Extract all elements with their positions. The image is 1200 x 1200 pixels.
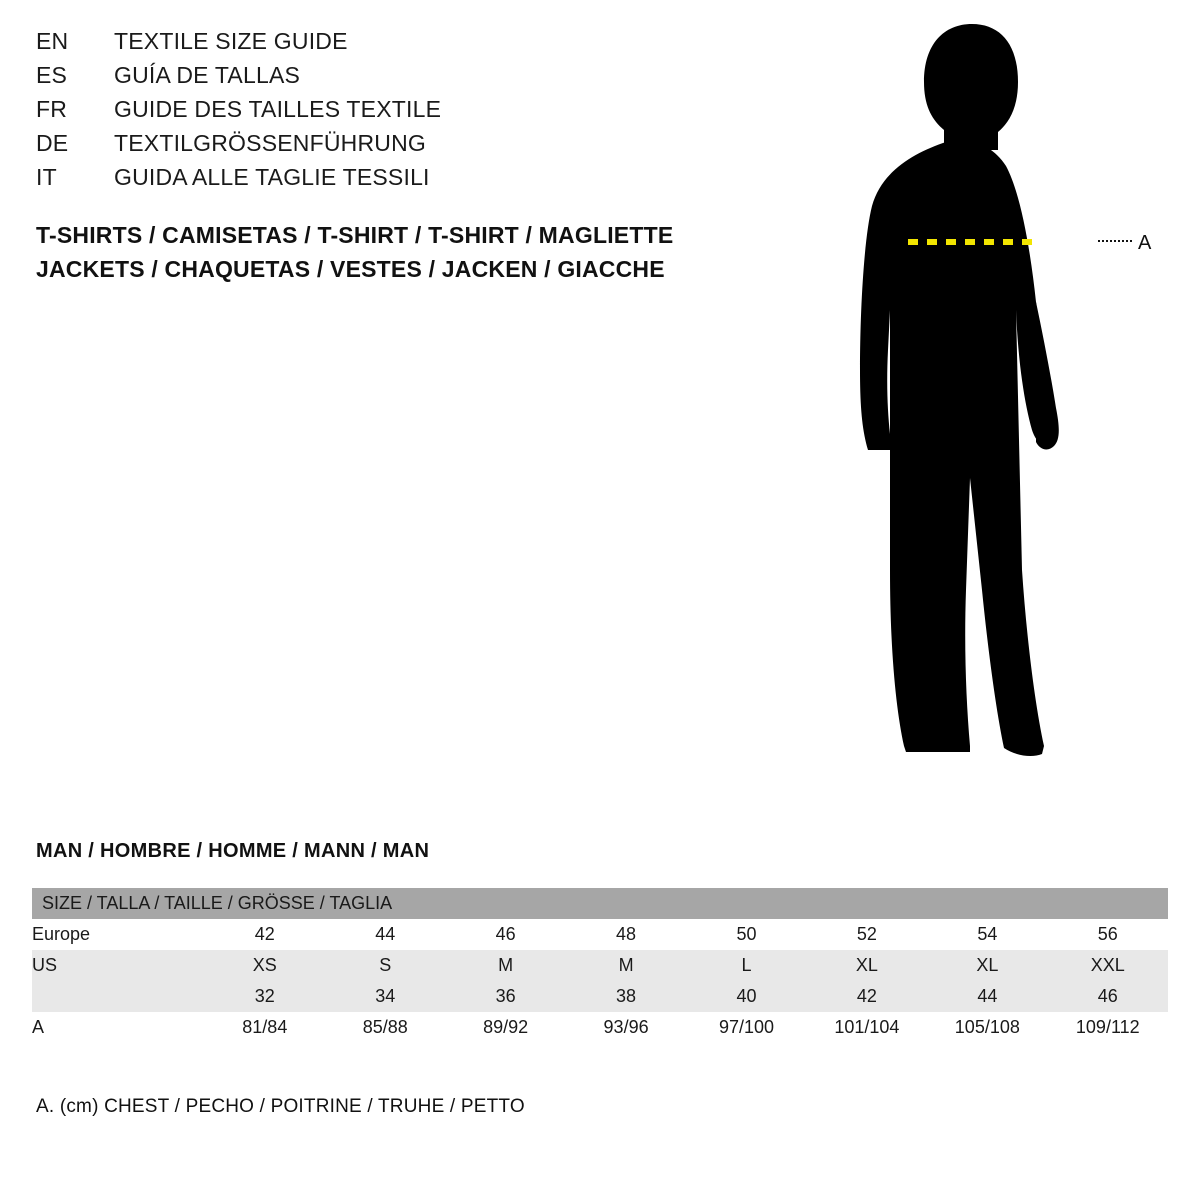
row-label: Europe (32, 919, 205, 950)
body-silhouette-figure (820, 10, 1180, 790)
size-table (32, 888, 1168, 1043)
table-cell: 38 (566, 981, 686, 1012)
language-row (36, 28, 736, 62)
row-label: US (32, 950, 205, 981)
row-label: A (32, 1012, 205, 1043)
table-cell: 34 (325, 981, 445, 1012)
language-code: ES (36, 62, 68, 88)
table-row (32, 950, 1168, 981)
table-cell: 42 (205, 919, 325, 950)
table-cell: XL (927, 950, 1047, 981)
table-cell: M (566, 950, 686, 981)
language-header-block (36, 28, 736, 198)
table-cell: 46 (445, 919, 565, 950)
table-cell: 109/112 (1048, 1012, 1168, 1043)
footnote-chest-measurement: A. (cm) CHEST / PECHO / POITRINE / TRUHE / PETTO (36, 1096, 525, 1117)
table-cell: S (325, 950, 445, 981)
language-code: DE (36, 130, 69, 156)
table-row (32, 981, 1168, 1012)
table-cell: 46 (1048, 981, 1168, 1012)
table-cell: 36 (445, 981, 565, 1012)
garment-category-jackets: JACKETS / CHAQUETAS / VESTES / JACKEN / GIACCHE (36, 256, 665, 282)
table-cell: 48 (566, 919, 686, 950)
garment-category-block (36, 218, 796, 286)
language-text: GUÍA DE TALLAS (114, 62, 301, 88)
language-text: GUIDA ALLE TAGLIE TESSILI (114, 164, 430, 190)
table-header-label: SIZE / TALLA / TAILLE / GRÖSSE / TAGLIA (32, 888, 1168, 919)
language-row (36, 96, 736, 130)
language-text: TEXTILGRÖSSENFÜHRUNG (114, 130, 426, 156)
table-cell: L (686, 950, 806, 981)
language-row (36, 62, 736, 96)
table-header-row (32, 888, 1168, 919)
table-cell: 44 (927, 981, 1047, 1012)
table-cell: 93/96 (566, 1012, 686, 1043)
table-cell: 105/108 (927, 1012, 1047, 1043)
language-code: IT (36, 164, 57, 190)
language-code: FR (36, 96, 68, 122)
silhouette-svg (820, 10, 1180, 790)
table-section-title: MAN / HOMBRE / HOMME / MANN / MAN (36, 840, 430, 862)
table-cell: 52 (807, 919, 927, 950)
table-row (32, 919, 1168, 950)
measure-leader-line (1098, 240, 1132, 242)
table-cell: 44 (325, 919, 445, 950)
garment-category-tshirts: T-SHIRTS / CAMISETAS / T-SHIRT / T-SHIRT / MAGLIETTE (36, 222, 674, 248)
table-cell: XS (205, 950, 325, 981)
table-cell: 81/84 (205, 1012, 325, 1043)
language-text: GUIDE DES TAILLES TEXTILE (114, 96, 442, 122)
table-cell: 40 (686, 981, 806, 1012)
table-cell: 56 (1048, 919, 1168, 950)
language-row (36, 164, 736, 198)
language-text: TEXTILE SIZE GUIDE (114, 28, 348, 54)
table-cell: 54 (927, 919, 1047, 950)
table-cell: 32 (205, 981, 325, 1012)
table-cell: 101/104 (807, 1012, 927, 1043)
table-cell: 85/88 (325, 1012, 445, 1043)
language-row (36, 130, 736, 164)
table-cell: XXL (1048, 950, 1168, 981)
table-row (32, 1012, 1168, 1043)
table-cell: 42 (807, 981, 927, 1012)
table-cell: 89/92 (445, 1012, 565, 1043)
measure-label-a: A (1138, 232, 1152, 254)
table-cell: XL (807, 950, 927, 981)
row-label (32, 981, 205, 1012)
table-cell: 97/100 (686, 1012, 806, 1043)
language-code: EN (36, 28, 69, 54)
table-cell: M (445, 950, 565, 981)
table-cell: 50 (686, 919, 806, 950)
